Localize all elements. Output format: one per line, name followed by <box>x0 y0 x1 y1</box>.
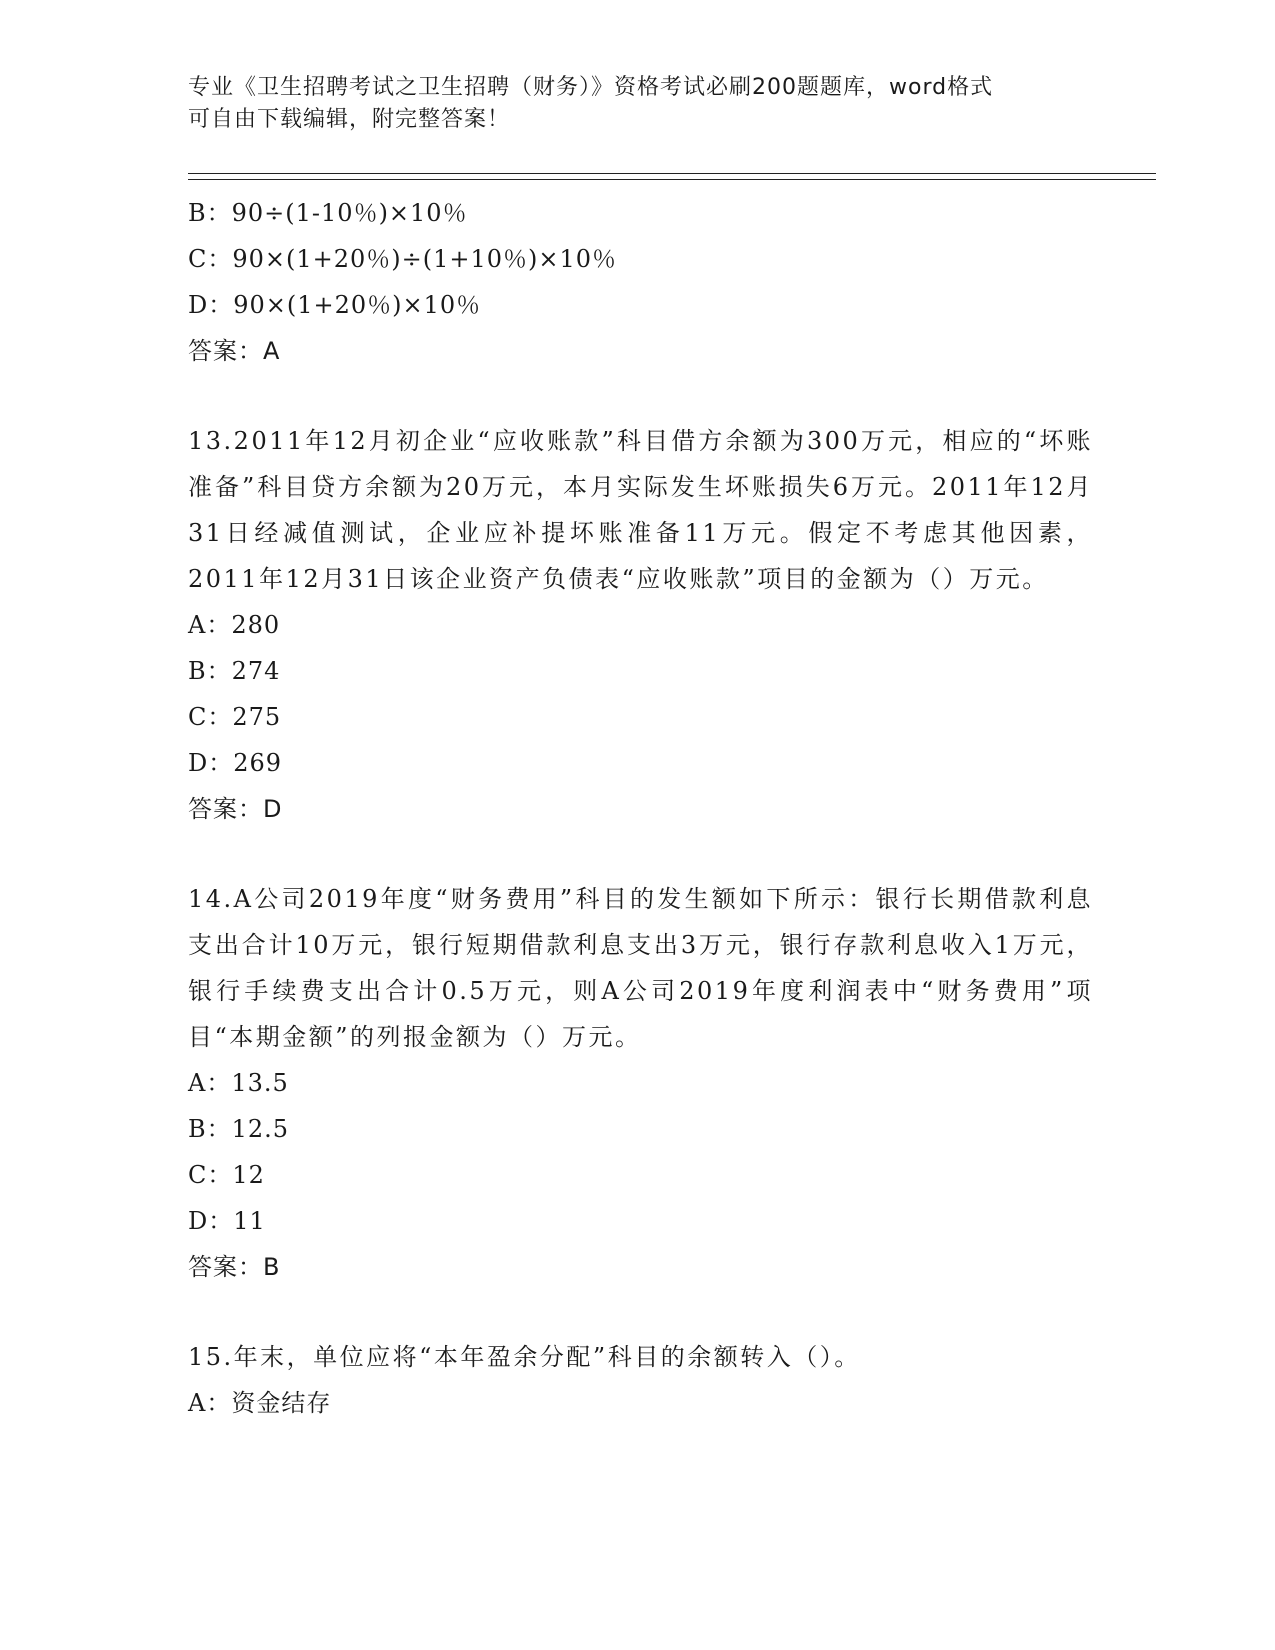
option-d: D：90×(1+20％)×10％ <box>188 291 482 319</box>
answer-line: 答案：A <box>188 337 281 365</box>
answer-line: 答案：B <box>188 1253 281 1281</box>
option-d: D：269 <box>188 749 283 777</box>
question-13-block <box>188 418 1093 832</box>
question-12-block <box>188 190 1088 374</box>
header-divider-bottom <box>188 179 1156 180</box>
option-b: B：274 <box>188 657 281 685</box>
header-divider-top <box>188 173 1156 174</box>
question-15-block <box>188 1334 1088 1426</box>
question-14-block <box>188 876 1093 1290</box>
question-text: 15.年末，单位应将“本年盈余分配”科目的余额转入（）。 <box>188 1343 861 1371</box>
option-c: C：275 <box>188 703 282 731</box>
option-b: B：90÷(1-10％)×10％ <box>188 199 468 227</box>
question-list <box>188 190 1093 1426</box>
option-c: C：12 <box>188 1161 265 1189</box>
spacer <box>188 832 1088 876</box>
page-header <box>188 72 1088 136</box>
option-b: B：12.5 <box>188 1115 290 1143</box>
option-a: A：280 <box>188 611 281 639</box>
header-title-line2: 可自由下载编辑，附完整答案！ <box>188 107 511 132</box>
header-title-line1: 专业《卫生招聘考试之卫生招聘（财务）》资格考试必刷200题题库，word格式 <box>188 75 994 100</box>
option-c: C：90×(1+20％)÷(1+10％)×10％ <box>188 245 618 273</box>
option-a: A：13.5 <box>188 1069 289 1097</box>
question-text: 13.2011年12月初企业“应收账款”科目借方余额为300万元，相应的“坏账准备”科目贷方余额为20万元，本月实际发生坏账损失6万元。2011年12月31日经减值测试，企业应补提坏账准备11万元。假定不考虑其他因素，2011年12月31日该企业资产负债表“应收账款”项目的金额为（）万元。 <box>188 427 1093 593</box>
spacer <box>188 1290 1088 1334</box>
option-a: A：资金结存 <box>188 1389 332 1417</box>
spacer <box>188 374 1088 418</box>
question-text: 14.A公司2019年度“财务费用”科目的发生额如下所示：银行长期借款利息支出合计10万元，银行短期借款利息支出3万元，银行存款利息收入1万元，银行手续费支出合计0.5万元，则A公司2019年度利润表中“财务费用”项目“本期金额”的列报金额为（）万元。 <box>188 885 1093 1051</box>
answer-line: 答案：D <box>188 795 283 823</box>
option-d: D：11 <box>188 1207 266 1235</box>
